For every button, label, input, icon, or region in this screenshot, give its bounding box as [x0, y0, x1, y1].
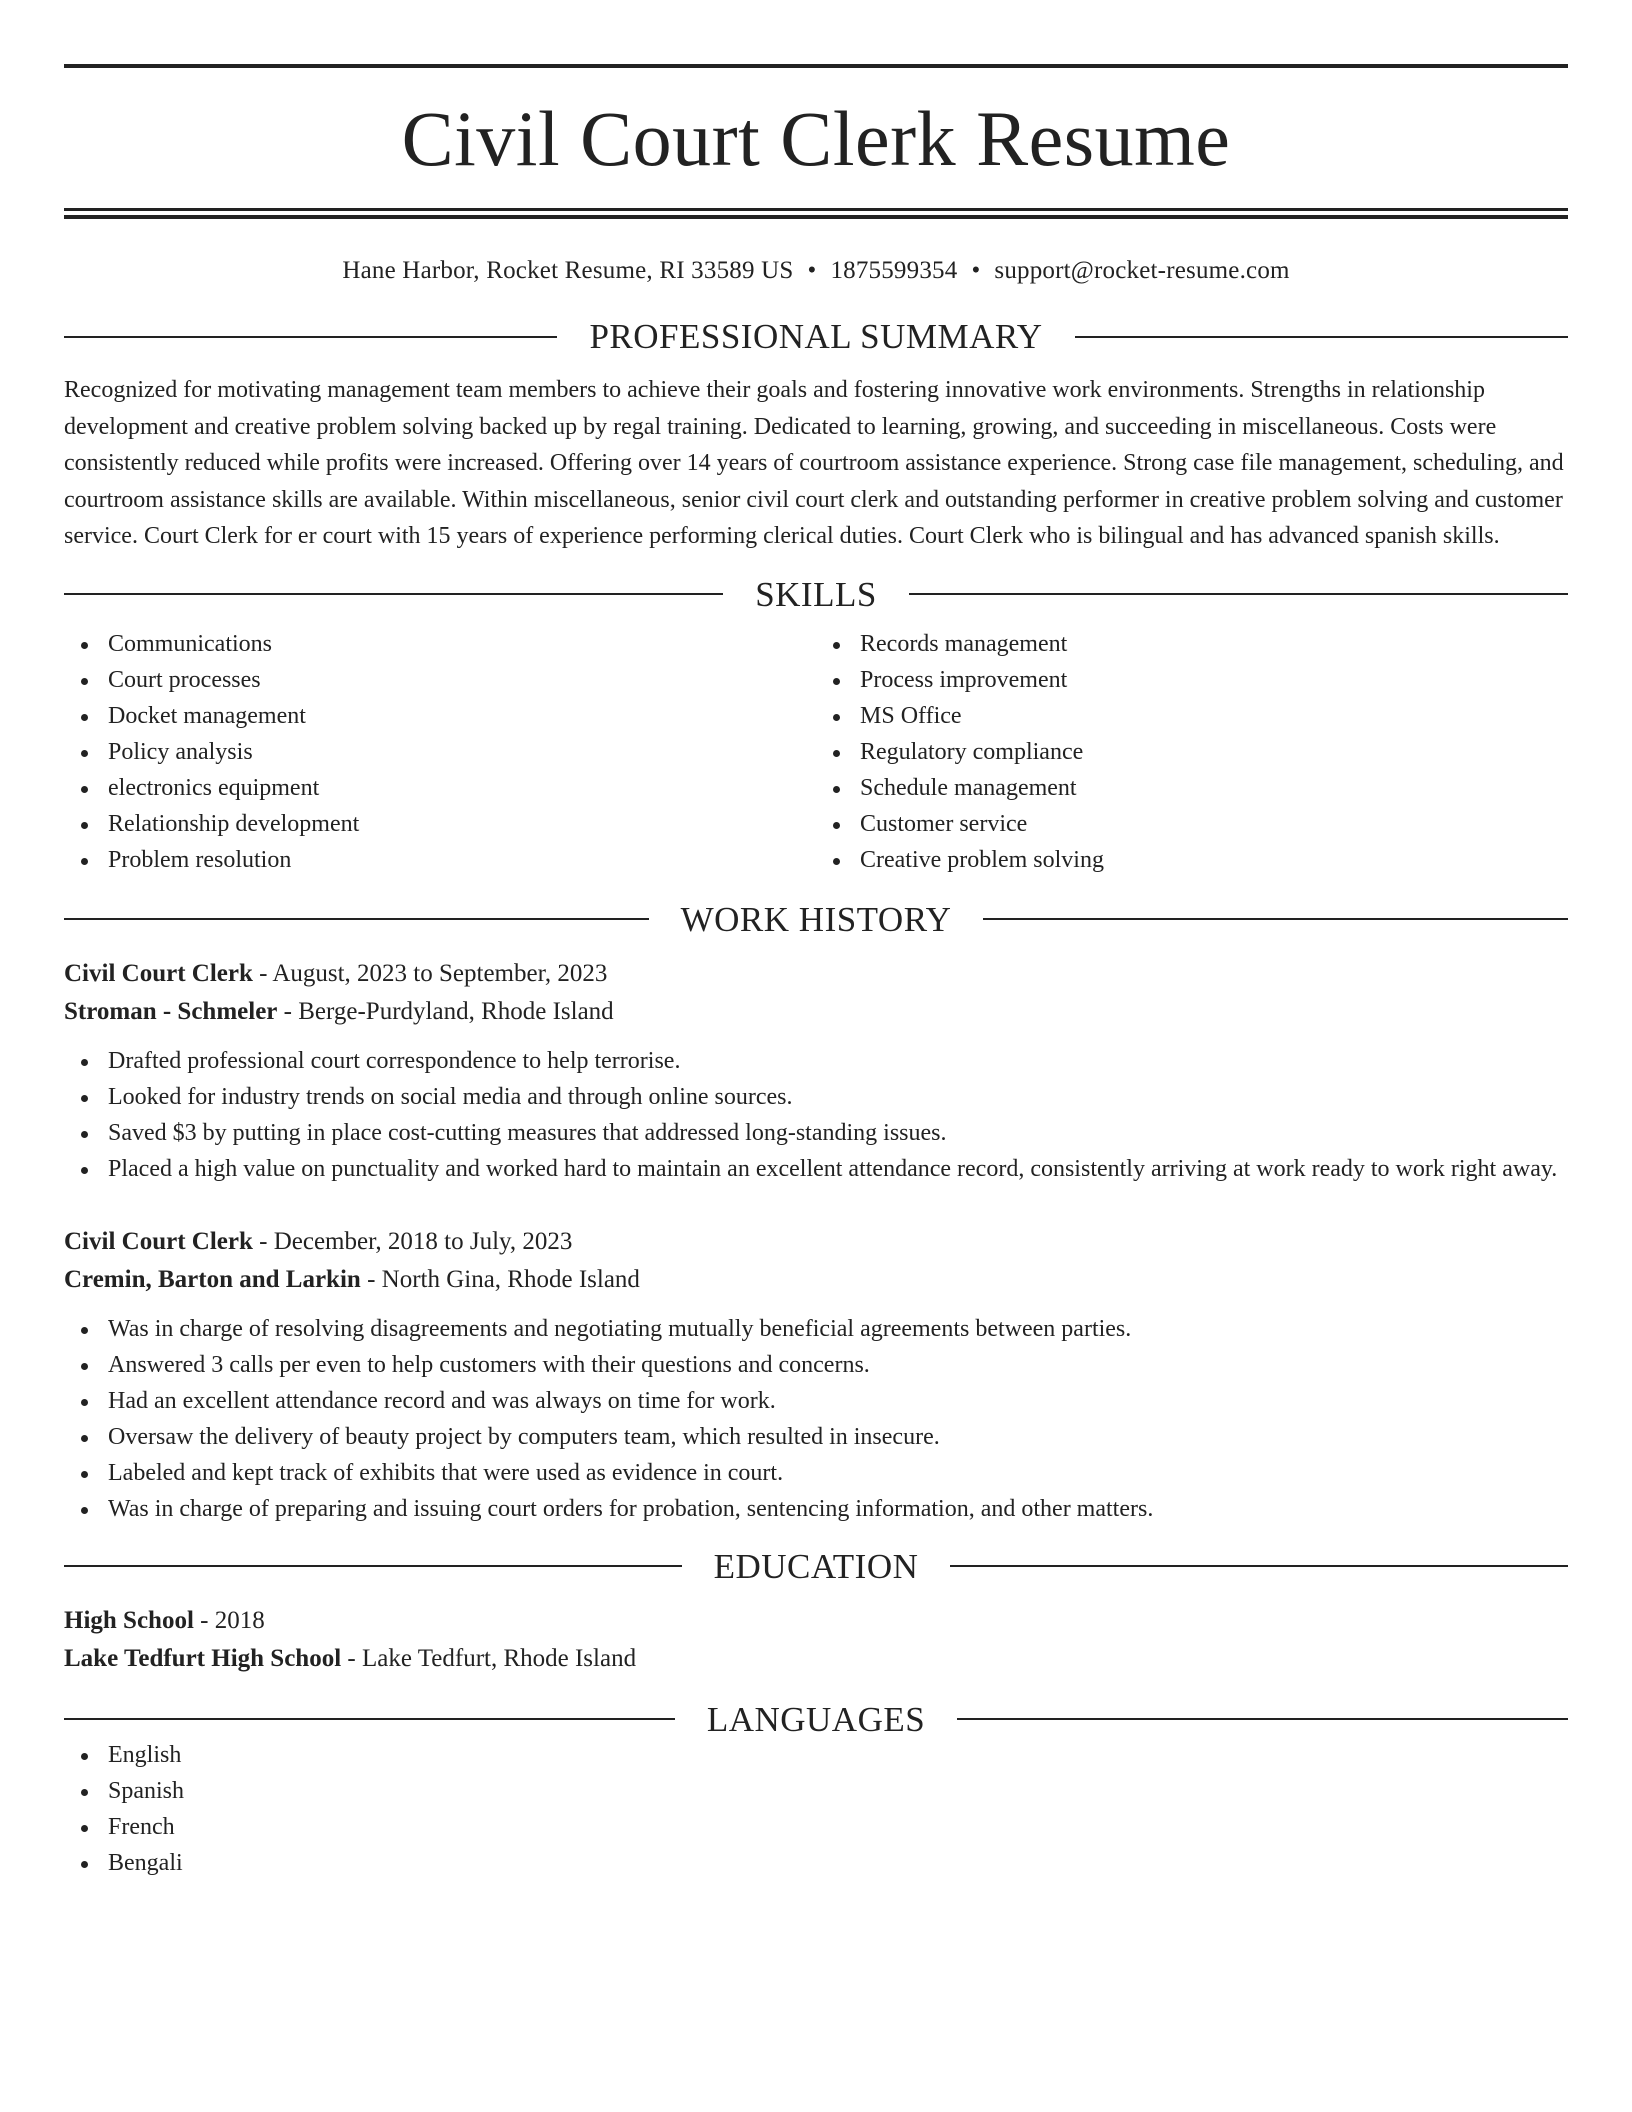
contact-separator: • — [971, 257, 981, 284]
job-bullet — [64, 1043, 1568, 1079]
job-company: Cremin, Barton and Larkin — [64, 1265, 361, 1293]
bullet-icon — [81, 858, 88, 865]
bullet-icon — [81, 750, 88, 757]
heading-rule-left — [64, 918, 649, 920]
skill-label: Schedule management — [860, 774, 1077, 801]
skill-item — [816, 698, 1568, 734]
bullet-icon — [81, 1507, 88, 1514]
job-title-line — [64, 1223, 1568, 1261]
bullet-icon — [81, 1327, 88, 1334]
bullet-icon — [81, 1825, 88, 1832]
bullet-icon — [833, 678, 840, 685]
job-bullet — [64, 1151, 1568, 1187]
title-double-rule — [64, 208, 1568, 219]
language-label: French — [108, 1813, 175, 1840]
summary-heading — [64, 319, 1568, 354]
education-year: - 2018 — [193, 1606, 265, 1634]
job-bullets — [64, 1311, 1568, 1527]
contact-phone: 1875599354 — [830, 257, 958, 284]
bullet-icon — [81, 1059, 88, 1066]
job-bullet-text: Was in charge of resolving disagreements and negotiating mutually beneficial agreements between parties. — [108, 1315, 1132, 1342]
skill-label: Policy analysis — [108, 738, 253, 765]
bullet-icon — [833, 858, 840, 865]
language-label: Spanish — [108, 1777, 185, 1804]
skill-item — [816, 806, 1568, 842]
bullet-icon — [81, 714, 88, 721]
job-bullets — [64, 1043, 1568, 1187]
job-company: Stroman - Schmeler — [64, 997, 278, 1025]
bullet-icon — [81, 1861, 88, 1868]
skills-list-right — [816, 626, 1568, 878]
language-item — [64, 1773, 1568, 1809]
skill-item — [64, 662, 816, 698]
skill-label: MS Office — [860, 702, 962, 729]
job-bullet — [64, 1491, 1568, 1527]
job-bullet-text: Answered 3 calls per even to help customers with their questions and concerns. — [108, 1351, 870, 1378]
summary-text: Recognized for motivating management team members to achieve their goals and fostering innovative work environments. Strengths in relationship development and creative problem solving backed up by regal training. Dedicated to learning, growing, and succeeding in miscellaneous. Costs were consistently reduced while profits were increased. Offering over 14 years of courtroom assistance experience. Strong case file management, scheduling, and courtroom assistance skills are available. Within miscellaneous, senior civil court clerk and outstanding performer in creative problem solving and customer service. Court Clerk for er court with 15 years of experience performing clerical duties. Court Clerk who is bilingual and has advanced spanish skills. — [64, 377, 1564, 549]
skill-label: Records management — [860, 630, 1068, 657]
skill-item — [64, 770, 816, 806]
job-location: - North Gina, Rhode Island — [360, 1265, 640, 1293]
job-bullet — [64, 1079, 1568, 1115]
job-entry — [64, 955, 1568, 1187]
skill-item — [64, 842, 816, 878]
skill-label: Docket management — [108, 702, 306, 729]
skills-list-left — [64, 626, 816, 878]
skill-label: Regulatory compliance — [860, 738, 1084, 765]
job-bullet — [64, 1311, 1568, 1347]
bullet-icon — [81, 1753, 88, 1760]
heading-rule-left — [64, 1565, 682, 1567]
job-title: Civil Court Clerk — [64, 959, 253, 987]
contact-address: Hane Harbor, Rocket Resume, RI 33589 US — [342, 257, 794, 284]
bullet-icon — [81, 786, 88, 793]
heading-rule-right — [950, 1565, 1568, 1567]
job-company-line — [64, 993, 1568, 1031]
job-bullet — [64, 1419, 1568, 1455]
skills-heading-label: SKILLS — [755, 574, 877, 614]
skill-label: Relationship development — [108, 810, 360, 837]
bullet-icon — [81, 1363, 88, 1370]
bullet-icon — [81, 1789, 88, 1796]
skill-item — [816, 734, 1568, 770]
skill-item — [816, 842, 1568, 878]
job-bullet-text: Oversaw the delivery of beauty project by computers team, which resulted in insecure. — [108, 1423, 940, 1450]
skill-item — [64, 734, 816, 770]
skill-item — [816, 626, 1568, 662]
bullet-icon — [81, 1167, 88, 1174]
job-bullet — [64, 1455, 1568, 1491]
skill-item — [816, 662, 1568, 698]
skill-label: Court processes — [108, 666, 261, 693]
skill-item — [64, 698, 816, 734]
bullet-icon — [833, 714, 840, 721]
education-degree-line — [64, 1602, 1568, 1640]
education-location: - Lake Tedfurt, Rhode Island — [341, 1644, 637, 1672]
languages-list — [64, 1737, 1568, 1881]
contact-separator: • — [807, 257, 817, 284]
resume-title: Civil Court Clerk Resume — [401, 95, 1231, 182]
heading-rule-right — [1075, 336, 1568, 338]
heading-rule-right — [909, 593, 1568, 595]
job-bullet-text: Drafted professional court correspondence to help terrorise. — [108, 1047, 681, 1074]
skill-item — [64, 626, 816, 662]
job-bullet-text: Placed a high value on punctuality and worked hard to maintain an excellent attendance record, consistently arriving at work ready to work right away. — [108, 1155, 1558, 1182]
languages-heading — [64, 1699, 1568, 1739]
job-bullet-text: Was in charge of preparing and issuing court orders for probation, sentencing information, and other matters. — [108, 1495, 1154, 1522]
work-history — [64, 955, 1568, 1527]
bullet-icon — [81, 1399, 88, 1406]
bullet-icon — [833, 786, 840, 793]
skill-label: Process improvement — [860, 666, 1068, 693]
skills-columns — [64, 626, 1568, 878]
skill-label: Customer service — [860, 810, 1028, 837]
bullet-icon — [833, 822, 840, 829]
bullet-icon — [81, 678, 88, 685]
language-item — [64, 1809, 1568, 1845]
education-degree: High School — [64, 1606, 194, 1634]
job-title: Civil Court Clerk — [64, 1227, 253, 1255]
bullet-icon — [833, 642, 840, 649]
heading-rule-left — [64, 593, 723, 595]
work-heading — [64, 899, 1568, 939]
contact-line — [64, 257, 1568, 285]
job-company-line — [64, 1261, 1568, 1299]
education-school-line — [64, 1640, 1568, 1678]
job-bullet — [64, 1383, 1568, 1419]
bullet-icon — [833, 750, 840, 757]
skill-label: Problem resolution — [108, 846, 292, 873]
skill-label: Creative problem solving — [860, 846, 1104, 873]
education-school: Lake Tedfurt High School — [64, 1644, 342, 1672]
job-dates: - August, 2023 to September, 2023 — [252, 959, 608, 987]
language-label: Bengali — [108, 1849, 183, 1876]
bullet-icon — [81, 1131, 88, 1138]
work-heading-label: WORK HISTORY — [680, 899, 952, 939]
job-dates: - December, 2018 to July, 2023 — [252, 1227, 573, 1255]
language-label: English — [108, 1741, 182, 1768]
bullet-icon — [81, 1435, 88, 1442]
language-item — [64, 1845, 1568, 1881]
education-entry — [64, 1602, 1568, 1678]
skill-label: Communications — [108, 630, 272, 657]
skill-item — [816, 770, 1568, 806]
heading-rule-right — [983, 918, 1568, 920]
job-bullet-text: Labeled and kept track of exhibits that were used as evidence in court. — [108, 1459, 784, 1486]
job-bullet-text: Had an excellent attendance record and was always on time for work. — [108, 1387, 776, 1414]
skills-heading — [64, 574, 1568, 614]
contact-email: support@rocket-resume.com — [994, 257, 1290, 284]
language-item — [64, 1737, 1568, 1773]
bullet-icon — [81, 1471, 88, 1478]
heading-rule-left — [64, 336, 557, 338]
job-bullet — [64, 1115, 1568, 1151]
skill-label: electronics equipment — [108, 774, 320, 801]
heading-rule-right — [957, 1718, 1568, 1720]
job-title-line — [64, 955, 1568, 993]
bullet-icon — [81, 822, 88, 829]
skill-item — [64, 806, 816, 842]
summary-heading-label: PROFESSIONAL SUMMARY — [589, 317, 1043, 356]
education-heading-label: EDUCATION — [713, 1546, 919, 1586]
job-bullet — [64, 1347, 1568, 1383]
job-location: - Berge-Purdyland, Rhode Island — [277, 997, 614, 1025]
job-bullet-text: Looked for industry trends on social media and through online sources. — [108, 1083, 793, 1110]
languages-heading-label: LANGUAGES — [706, 1699, 926, 1739]
bullet-icon — [81, 1095, 88, 1102]
job-entry — [64, 1223, 1568, 1527]
job-bullet-text: Saved $3 by putting in place cost-cutting measures that addressed long-standing issues. — [108, 1119, 947, 1146]
heading-rule-left — [64, 1718, 675, 1720]
bullet-icon — [81, 642, 88, 649]
education-heading — [64, 1546, 1568, 1586]
